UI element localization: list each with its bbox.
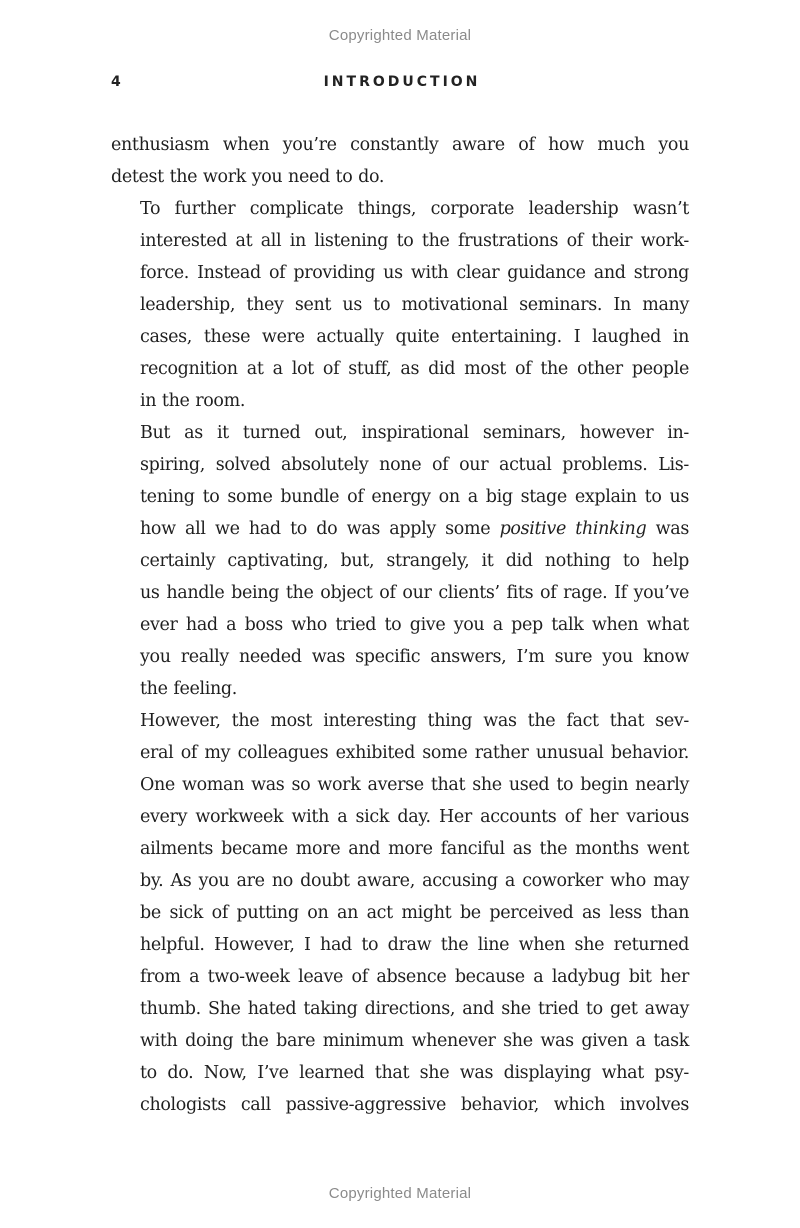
text-line: the feeling. [140, 679, 237, 699]
running-head [111, 74, 689, 94]
paragraph [111, 193, 689, 417]
text-line: tening to some bundle of energy on a big stage explain to us [140, 487, 689, 507]
text-line: helpful. However, I had to draw the line when she returned [140, 935, 689, 955]
text-line: force. Instead of providing us with clear guidance and strong [140, 263, 689, 283]
text-line: you really needed was specific answers, I’m sure you know [140, 647, 689, 667]
text-line: One woman was so work averse that she used to begin nearly [140, 775, 689, 795]
text-line: detest the work you need to do. [111, 167, 385, 187]
text-line: leadership, they sent us to motivational seminars. In many [140, 295, 689, 315]
paragraph [111, 417, 689, 705]
text-line: spiring, solved absolutely none of our actual problems. Lis- [140, 455, 689, 475]
paragraph [111, 129, 689, 193]
page-number: 4 [111, 74, 121, 90]
text-line: To further complicate things, corporate leadership wasn’t [140, 199, 689, 219]
text-line: cases, these were actually quite entertaining. I laughed in [140, 327, 689, 347]
chapter-title: INTRODUCTION [323, 74, 481, 90]
text-line [111, 513, 689, 545]
copyright-watermark-top: Copyrighted Material [328, 27, 472, 44]
italic-phrase: positive thinking [499, 519, 647, 539]
text-line: ailments became more and more fanciful as the months went [140, 839, 689, 859]
copyright-watermark-bottom: Copyrighted Material [328, 1185, 472, 1202]
text-line: to do. Now, I’ve learned that she was displaying what psy- [140, 1063, 689, 1083]
text-segment: how all we had to do was apply some [140, 519, 500, 539]
text-line: enthusiasm when you’re constantly aware of how much you [111, 135, 689, 155]
text-line: chologists call passive-aggressive behavior, which involves [140, 1095, 689, 1115]
text-line: certainly captivating, but, strangely, it did nothing to help [140, 551, 689, 571]
text-line: every workweek with a sick day. Her accounts of her various [140, 807, 689, 827]
text-line: be sick of putting on an act might be perceived as less than [140, 903, 689, 923]
text-line: from a two-week leave of absence because a ladybug bit her [140, 967, 689, 987]
text-line: with doing the bare minimum whenever she was given a task [140, 1031, 689, 1051]
text-line: eral of my colleagues exhibited some rather unusual behavior. [140, 743, 689, 763]
text-line: interested at all in listening to the frustrations of their work- [140, 231, 689, 251]
text-line: But as it turned out, inspirational seminars, however in- [140, 423, 689, 443]
text-segment: was [646, 519, 690, 539]
body-text [111, 129, 689, 1121]
text-line: us handle being the object of our clients’ fits of rage. If you’ve [140, 583, 689, 603]
text-line: by. As you are no doubt aware, accusing a coworker who may [140, 871, 689, 891]
text-line: However, the most interesting thing was the fact that sev- [140, 711, 689, 731]
text-line: in the room. [140, 391, 246, 411]
paragraph [111, 705, 689, 1121]
text-line: ever had a boss who tried to give you a pep talk when what [140, 615, 689, 635]
text-line: recognition at a lot of stuff, as did most of the other people [140, 359, 689, 379]
text-line: thumb. She hated taking directions, and she tried to get away [140, 999, 689, 1019]
